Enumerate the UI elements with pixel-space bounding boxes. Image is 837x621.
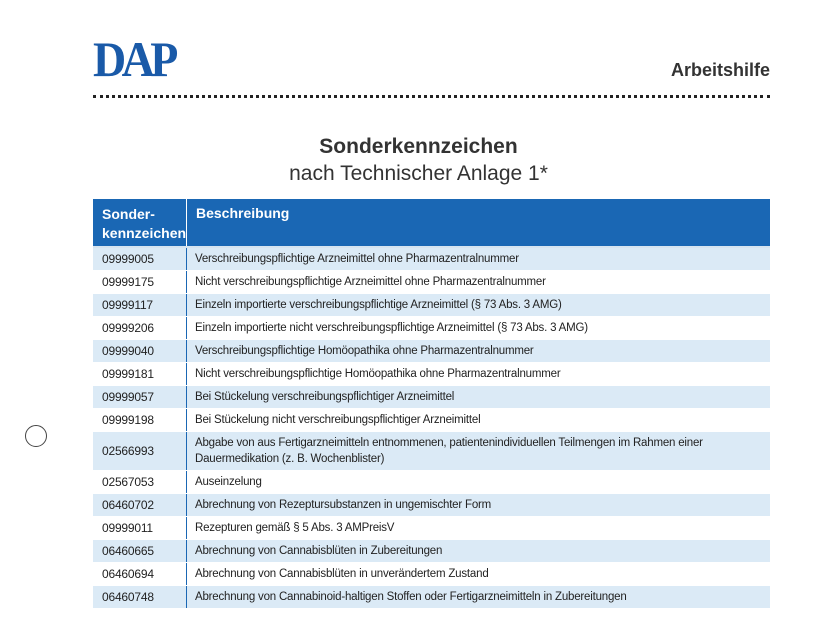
column-header-code-line1: Sonder- (102, 206, 155, 222)
description-cell (187, 517, 770, 539)
description-text: Abrechnung von Rezeptursubstanzen in ungemischter Form (195, 499, 492, 511)
description-text: Nicht verschreibungspflichtige Homöopathika ohne Pharmazentralnummer (195, 368, 561, 380)
page-subtitle: nach Technischer Anlage 1* (289, 162, 548, 185)
column-header-code (93, 199, 187, 246)
description-cell (187, 340, 770, 362)
code-cell: 09999181 (93, 363, 187, 385)
description-cell (187, 409, 770, 431)
description-cell (187, 494, 770, 516)
table-row (93, 563, 770, 586)
description-cell (187, 563, 770, 585)
description-text: Einzeln importierte verschreibungspflichtige Arzneimittel (§ 73 Abs. 3 AMG) (195, 299, 562, 311)
description-text: Bei Stückelung nicht verschreibungspflichtiger Arzneimittel (195, 414, 481, 426)
description-text: Abrechnung von Cannabisblüten in Zubereitungen (195, 545, 443, 557)
table-row (93, 471, 770, 494)
code-cell: 09999206 (93, 317, 187, 339)
code-cell: 09999005 (93, 248, 187, 270)
description-cell (187, 363, 770, 385)
description-text: Nicht verschreibungspflichtige Arzneimittel ohne Pharmazentralnummer (195, 276, 546, 288)
code-cell: 06460694 (93, 563, 187, 585)
description-text: Auseinzelung (195, 476, 262, 488)
code-cell: 06460665 (93, 540, 187, 562)
code-cell: 09999175 (93, 271, 187, 293)
table-row (93, 248, 770, 271)
table-row (93, 409, 770, 432)
table-row (93, 386, 770, 409)
header-divider (93, 95, 770, 98)
description-cell (187, 432, 770, 470)
description-text: Verschreibungspflichtige Homöopathika ohne Pharmazentralnummer (195, 345, 534, 357)
table-row (93, 294, 770, 317)
column-header-description: Beschreibung (196, 205, 290, 221)
table-row (93, 494, 770, 517)
description-text: Bei Stückelung verschreibungspflichtiger Arzneimittel (195, 391, 455, 403)
binder-hole-icon (25, 425, 47, 447)
description-cell (187, 248, 770, 270)
description-text: Einzeln importierte nicht verschreibungspflichtige Arzneimittel (§ 73 Abs. 3 AMG) (195, 322, 588, 334)
table-row (93, 317, 770, 340)
description-text: Verschreibungspflichtige Arzneimittel ohne Pharmazentralnummer (195, 253, 519, 265)
table-row (93, 586, 770, 609)
code-cell: 06460702 (93, 494, 187, 516)
dap-logo: DAP (93, 31, 174, 87)
description-cell (187, 386, 770, 408)
description-text: Abgabe von aus Fertigarzneimitteln entnommenen, patientenindividuellen Teilmengen im Rahmen einer Dauermedikation (z. B. Wochenblister) (195, 437, 703, 465)
description-cell (187, 294, 770, 316)
code-cell: 06460748 (93, 586, 187, 608)
page-title: Sonderkennzeichen (319, 135, 518, 158)
code-cell: 02566993 (93, 432, 187, 470)
table-row (93, 540, 770, 563)
table-row (93, 432, 770, 471)
description-text: Rezepturen gemäß § 5 Abs. 3 AMPreisV (195, 522, 395, 534)
description-cell (187, 540, 770, 562)
description-text: Abrechnung von Cannabisblüten in unverändertem Zustand (195, 568, 489, 580)
table-body (93, 248, 770, 609)
description-cell (187, 317, 770, 339)
code-cell: 09999117 (93, 294, 187, 316)
description-cell (187, 471, 770, 493)
code-cell: 09999057 (93, 386, 187, 408)
code-cell: 09999040 (93, 340, 187, 362)
table-row (93, 517, 770, 540)
code-cell: 09999011 (93, 517, 187, 539)
description-cell (187, 586, 770, 608)
column-header-code-line2: kennzeichen (102, 225, 187, 241)
table-row (93, 271, 770, 294)
code-cell: 02567053 (93, 471, 187, 493)
table-row (93, 340, 770, 363)
description-text: Abrechnung von Cannabinoid-haltigen Stoffen oder Fertigarzneimitteln in Zubereitungen (195, 591, 627, 603)
special-codes-table (93, 199, 770, 609)
document-type-label: Arbeitshilfe (670, 60, 770, 80)
description-cell (187, 271, 770, 293)
code-cell: 09999198 (93, 409, 187, 431)
table-row (93, 363, 770, 386)
table-header (93, 199, 770, 248)
